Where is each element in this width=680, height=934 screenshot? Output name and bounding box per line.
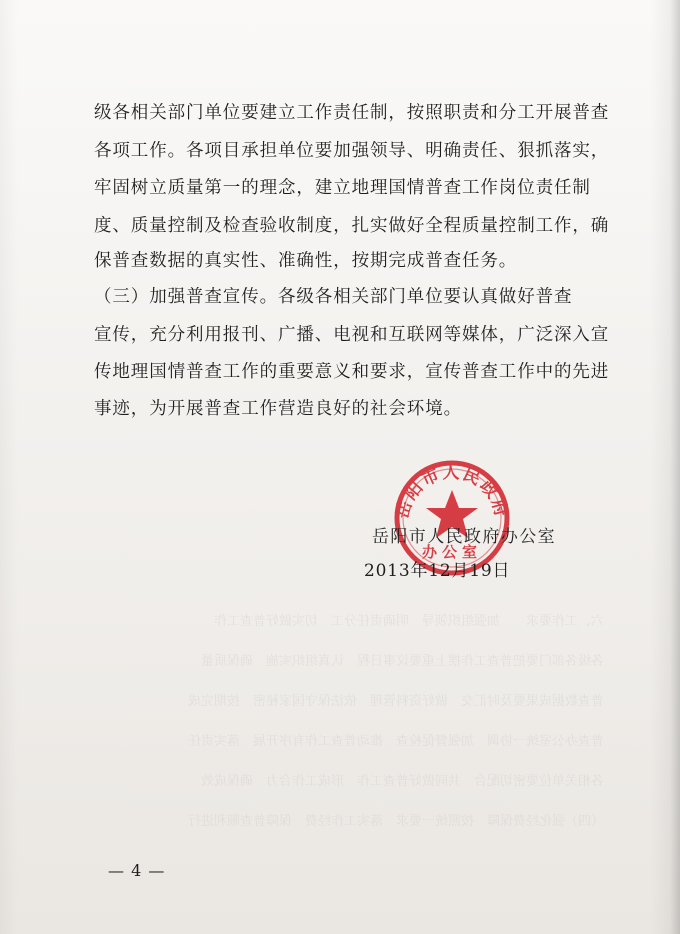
seal-bottom-text: 办公室 — [421, 543, 483, 561]
section-three-line-2: 宣传，充分利用报刊、广播、电视和互联网等媒体，广泛深入宣 — [94, 325, 610, 345]
bleed-through-text: 各相关单位要密切配合 共同做好普查工作 形成工作合力 确保成效 — [200, 774, 604, 789]
section-three-line-1: （三）加强普查宣传。各级各相关部门单位要认真做好普查 — [94, 287, 573, 307]
scan-edge — [670, 0, 680, 934]
page-number: — 4 — — [108, 861, 166, 880]
seal-top-text: 岳阳市人民政府 — [392, 463, 512, 521]
bleed-through-text: 普查数据成果要及时汇交 做好资料管理 依法保守国家秘密 按期完成 — [187, 694, 604, 709]
bleed-through-text: 六、工作要求 加强组织领导 明确责任分工 切实做好普查工作 — [213, 614, 604, 629]
section-three-line-3: 传地理国情普查工作的重要意义和要求，宣传普查工作中的先进 — [94, 362, 610, 382]
bleed-through-text: （四）强化经费保障 按照统一要求 落实工作经费 保障普查顺利进行 — [187, 814, 604, 829]
paragraph-line-4: 度、质量控制及检查验收制度，扎实做好全程质量控制工作，确 — [94, 216, 610, 236]
issuing-office: 岳阳市人民政府办公室 — [372, 527, 556, 547]
issue-date: 2013年12月19日 — [364, 561, 511, 581]
paragraph-line-2: 各项工作。各项目承担单位要加强领导、明确责任、狠抓落实， — [94, 141, 610, 161]
paragraph-line-3: 牢固树立质量第一的理念，建立地理国情普查工作岗位责任制 — [94, 178, 591, 198]
paragraph-line-5: 保普查数据的真实性、准确性，按期完成普查任务。 — [94, 251, 518, 271]
section-three-line-4: 事迹，为开展普查工作营造良好的社会环境。 — [94, 399, 462, 419]
paragraph-line-1: 级各相关部门单位要建立工作责任制，按照职责和分工开展普查 — [94, 103, 610, 123]
bleed-through-text: 普查办公室统一协调 加强督促检查 推动普查工作有序开展 落实责任 — [187, 734, 604, 749]
bleed-through-text: 各级各部门要把普查工作摆上重要议事日程 认真组织实施 确保质量 — [200, 654, 604, 669]
